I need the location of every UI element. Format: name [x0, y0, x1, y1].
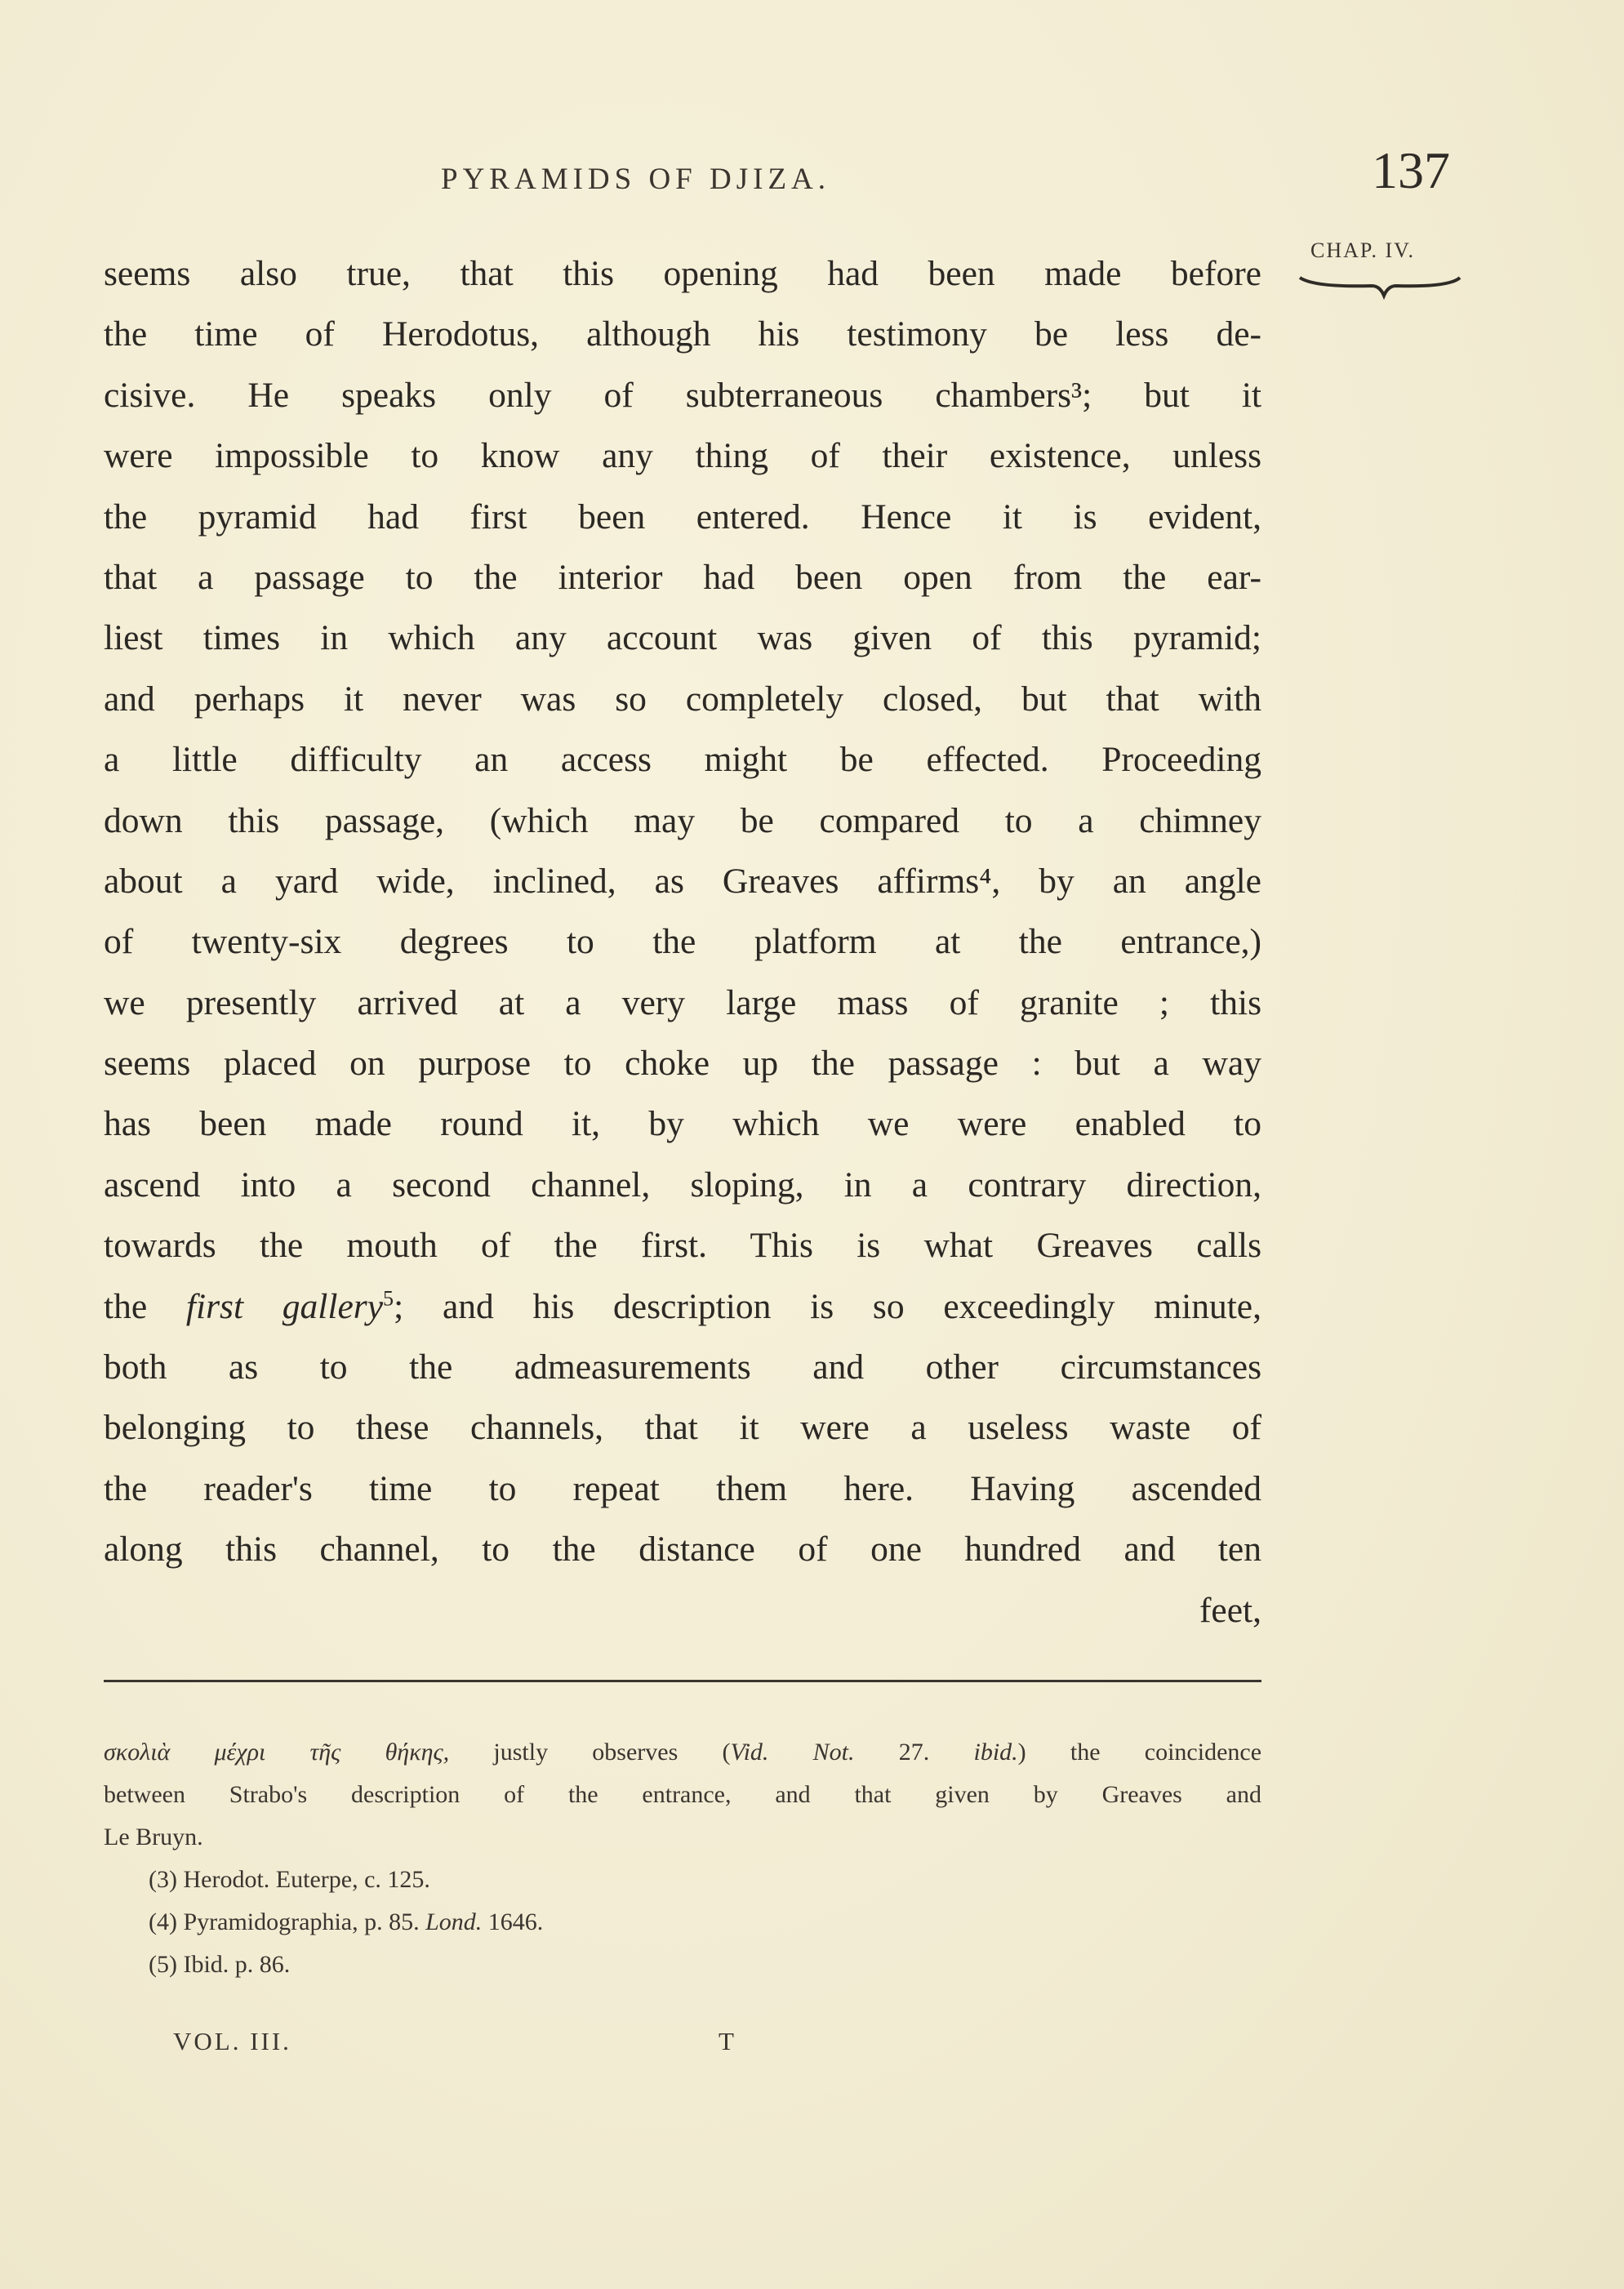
- body-line: down this passage, (which may be compared to a chimney: [104, 800, 1261, 840]
- footnote-continued-line: between Strabo's description of the entrance, and that given by Greaves and: [104, 1781, 1261, 1808]
- body-line: that a passage to the interior had been open from the ear-: [104, 557, 1261, 597]
- body-line: both as to the admeasurements and other circumstances: [104, 1347, 1261, 1387]
- body-line: of twenty-six degrees to the platform at the entrance,): [104, 922, 1261, 962]
- body-line: has been made round it, by which we were enabled to: [104, 1104, 1261, 1144]
- body-line: seems also true, that this opening had been made before: [104, 254, 1261, 293]
- footnote-rule: [104, 1680, 1261, 1682]
- body-line: belonging to these channels, that it were a useless waste of: [104, 1408, 1261, 1448]
- body-line: about a yard wide, inclined, as Greaves affirms⁴, by an angle: [104, 861, 1261, 901]
- text-run: 1646.: [482, 1908, 544, 1935]
- italic-ref: ibid.: [973, 1739, 1018, 1766]
- body-line: and perhaps it never was so completely closed, but that with: [104, 679, 1261, 719]
- footnote-3: (3) Herodot. Euterpe, c. 125.: [149, 1866, 430, 1893]
- signature-letter: T: [719, 2027, 734, 2055]
- text-run: the: [104, 1286, 186, 1326]
- text-run: (4) Pyramidographia, p. 85.: [149, 1908, 426, 1935]
- text-run: ; and his description is so exceedingly minute,: [394, 1286, 1261, 1326]
- greek-phrase: σκολιὰ μέχρι τῆς θήκης,: [104, 1739, 450, 1766]
- body-line: were impossible to know any thing of their existence, unless: [104, 436, 1261, 476]
- body-line: ascend into a second channel, sloping, in a contrary direction,: [104, 1165, 1261, 1205]
- body-line: liest times in which any account was given of this pyramid;: [104, 618, 1261, 658]
- italic-ref: Vid. Not.: [730, 1739, 855, 1766]
- footnotes: [104, 1731, 1261, 1986]
- body-line: cisive. He speaks only of subterraneous chambers³; but it: [104, 375, 1261, 415]
- text-run: justly observes (: [449, 1739, 731, 1766]
- body-text: [104, 243, 1261, 1641]
- body-line: we presently arrived at a very large mass of granite ; this: [104, 982, 1261, 1022]
- running-title: PYRAMIDS OF DJIZA.: [441, 163, 831, 196]
- page-number: 137: [1372, 141, 1450, 199]
- body-line: towards the mouth of the first. This is what Greaves calls: [104, 1226, 1261, 1266]
- italic-phrase: first gallery: [185, 1286, 384, 1326]
- text-run: ) the coincidence: [1017, 1739, 1262, 1766]
- body-line: the reader's time to repeat them here. Having ascended: [104, 1468, 1261, 1508]
- footnote-5: (5) Ibid. p. 86.: [149, 1951, 291, 1978]
- volume-signature: VOL. III.: [173, 2027, 291, 2055]
- body-line: the pyramid had first been entered. Hence it is evident,: [104, 497, 1261, 537]
- brace-ornament: [1298, 269, 1462, 302]
- body-line: seems placed on purpose to choke up the passage : but a way: [104, 1044, 1261, 1084]
- footnote-4: [104, 1901, 1261, 1944]
- body-line: a little difficulty an access might be effected. Proceeding: [104, 740, 1261, 780]
- body-line-italic: [104, 1276, 1261, 1337]
- italic-ref: Lond.: [425, 1908, 483, 1935]
- footnote-continued-line: [104, 1731, 1261, 1774]
- chapter-marginal-note: CHAP. IV.: [1310, 238, 1416, 262]
- footnote-continued-line: Le Bruyn.: [104, 1824, 203, 1850]
- body-line: the time of Herodotus, although his testimony be less de-: [104, 314, 1261, 354]
- text-run: 27.: [854, 1739, 974, 1766]
- catchword: feet,: [1199, 1590, 1261, 1630]
- body-line: along this channel, to the distance of one hundred and ten: [104, 1530, 1261, 1570]
- footnote-ref: 5: [383, 1286, 394, 1311]
